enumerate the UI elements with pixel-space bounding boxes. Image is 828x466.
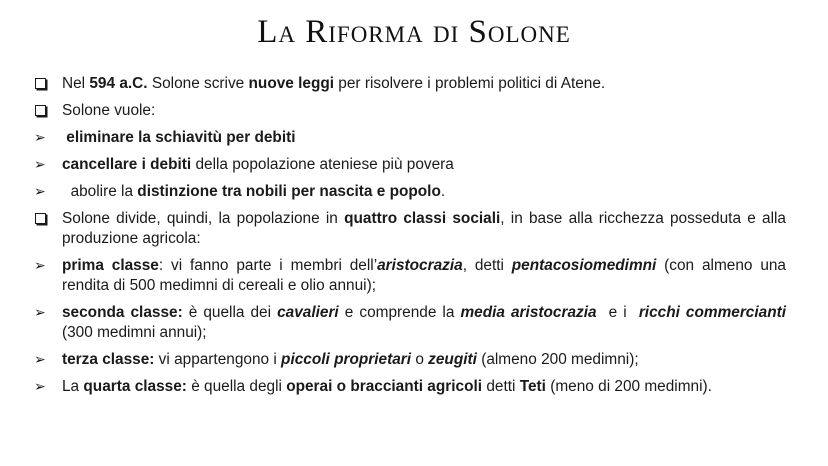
text-segment: cavalieri [277,304,339,321]
text-segment: La [62,378,84,395]
text-segment: (con almeno una rendita di 500 medimni di cereali e olio annui); [62,257,791,294]
text-segment: , detti [462,257,512,274]
text-segment: distinzione tra nobili per nascita e popolo [137,183,441,200]
text-segment: vi appartengono i [154,351,282,368]
text-segment: (almeno 200 medimni); [476,351,639,368]
text-segment: seconda classe: [62,304,183,321]
text-segment: : vi fanno parte i membri dell’ [158,257,378,274]
text-segment: 594 a.C. [89,75,148,92]
arrow-bullet-icon: ➢ [34,258,46,274]
text-segment: , in base alla ricchezza posseduta e alla produzione agricola: [62,210,791,247]
text-segment: Solone scrive [147,75,249,92]
square-icon [35,105,46,116]
text-segment: piccoli proprietari [281,351,412,368]
list-item [34,182,786,202]
list-item [34,209,791,249]
text-segment: (300 medimni annui); [62,304,791,341]
arrow-bullet-icon: ➢ [34,157,46,173]
text-segment: Solone vuole: [62,102,156,119]
arrow-bullet-icon: ➢ [34,130,46,146]
list-item [34,128,786,148]
text-segment: pentacosiomedimni [511,257,657,274]
text-segment: della popolazione ateniese più povera [191,156,454,173]
arrow-bullet-icon: ➢ [34,352,46,368]
list-item-text [62,183,445,200]
list-item-text [62,304,790,341]
text-segment: quarta classe: [83,378,187,395]
list-item-text [62,156,454,173]
text-segment: e comprende la [338,304,461,321]
text-segment: Solone divide, quindi, la popolazione in [62,210,345,227]
list-item-text [62,75,605,92]
list-item [34,155,786,175]
text-segment: è quella degli [186,378,287,395]
text-segment: prima classe [62,257,159,274]
square-icon [35,213,46,224]
list-item-text [62,102,155,119]
text-segment: terza classe: [62,351,155,368]
arrow-bullet-icon: ➢ [34,379,46,395]
text-segment: detti [482,378,520,395]
text-segment: abolire la [62,183,138,200]
text-segment: aristocrazia [377,257,463,274]
text-segment: . [440,183,446,200]
text-segment: o [411,351,429,368]
list-item-text [62,129,296,146]
text-segment: (meno di 200 medimni). [545,378,712,395]
list-item [34,377,786,397]
text-segment: Nel [62,75,90,92]
text-segment: per risolvere i problemi politici di Atene. [334,75,606,92]
arrow-bullet-icon: ➢ [34,184,46,200]
list-item-text [62,351,639,368]
list-item [34,350,786,370]
text-segment: quattro classi sociali [344,210,501,227]
square-icon [35,78,46,89]
slide-title: La Riforma di Solone [257,14,571,50]
list-item-text [62,257,790,294]
text-segment: nuove leggi [248,75,335,92]
text-segment: ricchi commercianti [638,304,787,321]
text-segment: media aristocrazia [460,304,597,321]
text-segment: è quella dei [182,304,278,321]
list-item-text [62,210,790,247]
list-item [34,74,786,94]
text-segment: Teti [519,378,546,395]
text-segment: operai o braccianti agricoli [286,378,483,395]
list-item [34,256,791,296]
list-item [34,101,786,121]
text-segment: e i [596,304,639,321]
bullet-list [34,74,791,404]
list-item [34,303,791,343]
text-segment: zeugiti [428,351,477,368]
text-segment: cancellare i debiti [62,156,192,173]
text-segment: eliminare la schiavitù per debiti [62,129,296,146]
list-item-text [62,378,712,395]
arrow-bullet-icon: ➢ [34,305,46,321]
